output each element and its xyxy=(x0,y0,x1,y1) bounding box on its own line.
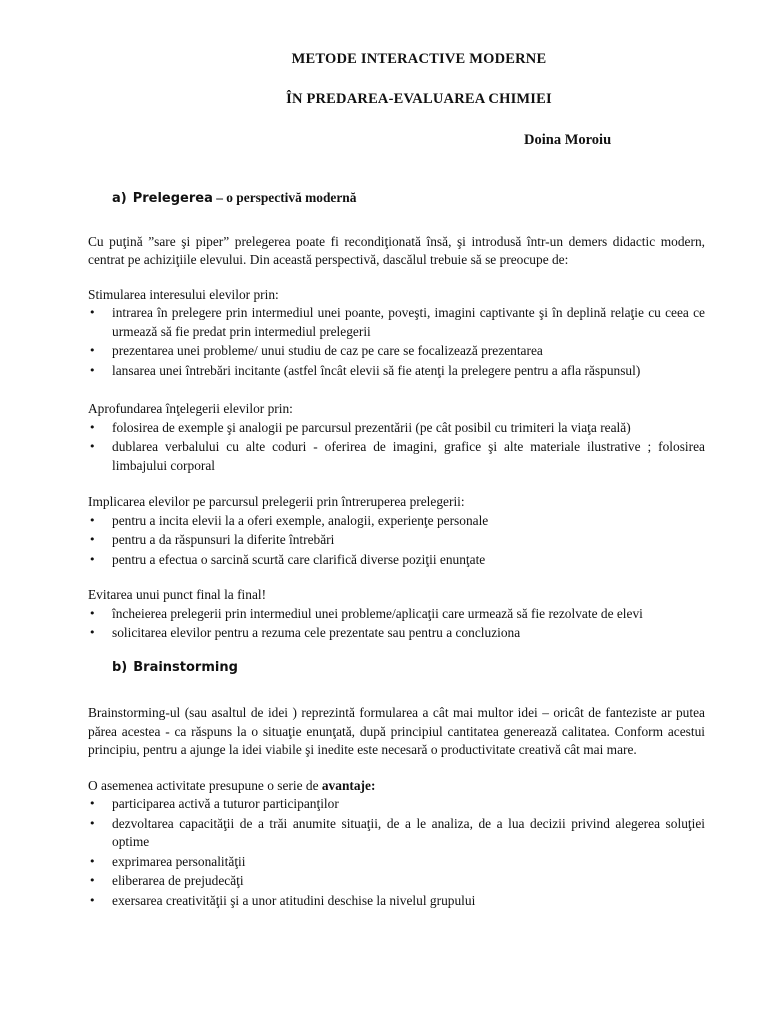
bullet-list-evitare xyxy=(88,605,705,643)
advantages-lead: O asemenea activitate presupune o serie de avantaje: xyxy=(88,777,376,793)
list-item: • pentru a efectua o sarcină scurtă care clarifică diverse poziţii enunţate xyxy=(88,551,705,570)
bullet-icon: • xyxy=(89,440,96,453)
bullet-icon: • xyxy=(89,513,96,527)
bullet-icon: • xyxy=(89,606,96,620)
list-item: • lansarea unei întrebări incitante (astfel încât elevii să fie atenţi la prelegere pentru a afla răspunsul) xyxy=(88,362,705,381)
list-item: • pentru a incita elevii la a oferi exemple, analogii, experienţe personale xyxy=(88,512,705,531)
list-item: • dublarea verbalului cu alte coduri - oferirea de imagini, grafice şi alte materiale ilustrative ; folosirea limbajului corporal xyxy=(89,439,705,473)
bullet-icon: • xyxy=(89,533,96,546)
bullet-icon: • xyxy=(89,552,96,566)
advantages-label: avantaje: xyxy=(321,777,376,793)
list-item: • prezentarea unei probleme/ unui studiu de caz pe care se focalizează prezentarea xyxy=(88,342,705,361)
document-body xyxy=(88,189,705,911)
bullet-icon: • xyxy=(89,363,96,377)
section-subtitle-a: – o perspectivă modernă xyxy=(212,190,357,205)
document-title-line-1: METODE INTERACTIVE MODERNE xyxy=(291,51,547,67)
list-item: • solicitarea elevilor pentru a rezuma cele prezentate sau pentru a concluziona xyxy=(88,624,705,643)
bullet-icon: • xyxy=(89,626,96,639)
section-heading-a xyxy=(88,189,705,209)
list-item: • intrarea în prelegere prin intermediul unei poante, poveşti, imagini captivante şi în deplină relaţie cu ceea ce urmează să fie predat prin intermediul prelegerii xyxy=(89,305,705,339)
bullet-icon: • xyxy=(89,797,96,810)
group-heading-evitare: Evitarea unui punct final la final! xyxy=(88,587,267,602)
bullet-icon: • xyxy=(89,420,96,434)
bullet-list-implicare xyxy=(88,512,705,570)
bullet-icon: • xyxy=(89,893,96,907)
list-item: • dezvoltarea capacităţii de a trăi anumite situaţii, de a le analiza, de a lua decizii privind alegerea soluţiei optime xyxy=(89,815,705,849)
section-marker-a: a) xyxy=(112,191,127,206)
bullet-icon: • xyxy=(89,854,96,868)
list-item: • exersarea creativităţii şi a unor atitudini deschise la nivelul grupului xyxy=(88,892,705,911)
intro-paragraph: Cu puţină ”sare şi piper” prelegerea poate fi recondiţionată însă, şi introdusă într-un demers didactic modern, centrat pe achiziţiile elevului. Din această perspectivă, dascălul trebuie să se preocupe de: xyxy=(88,233,705,267)
section-heading-b xyxy=(88,658,705,678)
list-item: • încheierea prelegerii prin intermediul unei probleme/aplicaţii care urmează să fie rezolvate de elevi xyxy=(88,605,705,624)
list-item: • participarea activă a tuturor participanţilor xyxy=(88,795,705,814)
bullet-list-stimulare xyxy=(88,304,705,380)
section-marker-b: b) xyxy=(112,659,128,675)
author-name: Doina Moroiu xyxy=(524,132,612,148)
section-name-a: Prelegerea xyxy=(132,191,213,206)
group-heading-implicare: Implicarea elevilor pe parcursul prelegerii prin întreruperea prelegerii: xyxy=(88,494,465,509)
group-heading-aprofundare: Aprofundarea înţelegerii elevilor prin: xyxy=(88,401,293,416)
bullet-icon: • xyxy=(89,344,96,357)
list-item: • exprimarea personalităţii xyxy=(88,853,705,872)
list-item: • pentru a da răspunsuri la diferite întrebări xyxy=(88,531,705,550)
bullet-icon: • xyxy=(89,874,96,887)
list-item: • eliberarea de prejudecăţi xyxy=(88,872,705,891)
list-item: • folosirea de exemple şi analogii pe parcursul prezentării (pe cât posibil cu trimiteri la viaţa reală) xyxy=(88,419,705,438)
bullet-list-aprofundare xyxy=(88,419,705,476)
document-title-line-2: ÎN PREDAREA-EVALUAREA CHIMIEI xyxy=(286,91,552,107)
bullet-icon: • xyxy=(89,816,96,830)
section-name-b: Brainstorming xyxy=(133,659,238,675)
bullet-list-advantages xyxy=(88,795,705,910)
bullet-icon: • xyxy=(89,306,96,319)
brainstorming-paragraph: Brainstorming-ul (sau asaltul de idei ) reprezintă formularea a cât mai multor idei – oricât de fanteziste ar putea părea acestea - ca răspuns la o situaţie enunţată, după principiul cantitatea generează calitatea. Conform acestui principiu, pentru a ajunge la idei viabile şi inedite este necesară o productivitate creativă cât mai mare. xyxy=(88,705,705,757)
group-heading-stimulare: Stimularea interesului elevilor prin: xyxy=(88,286,279,302)
